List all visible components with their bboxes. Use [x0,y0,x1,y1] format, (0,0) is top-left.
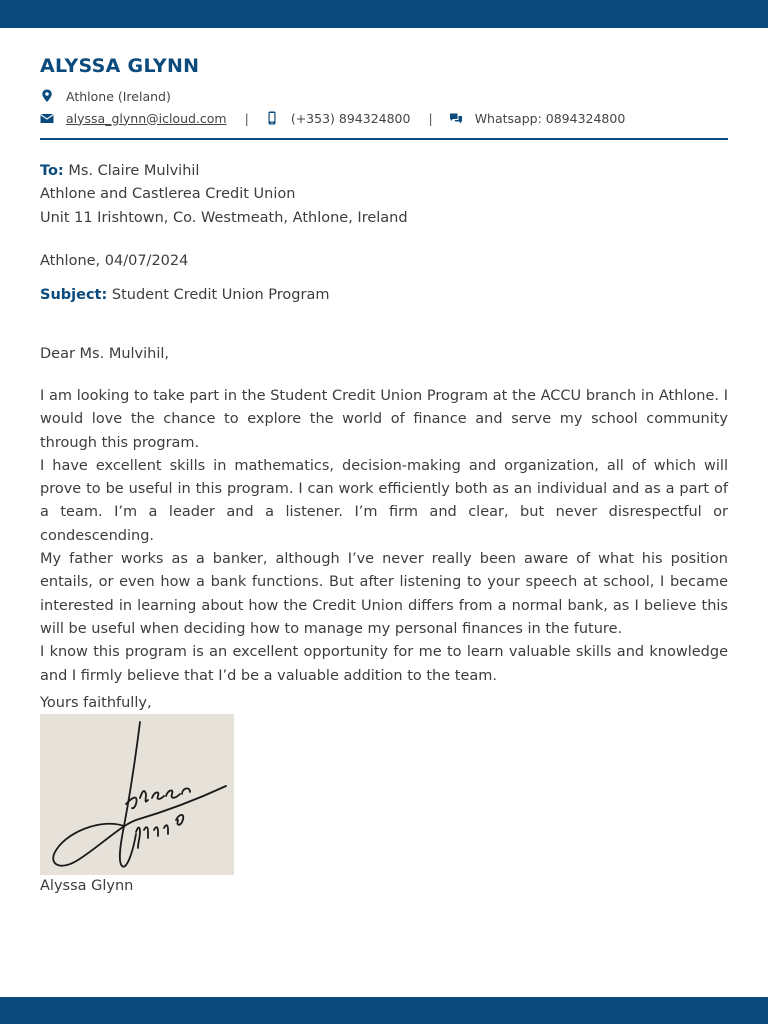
date-line: Athlone, 04/07/2024 [40,253,189,269]
mobile-phone-icon [265,111,279,125]
paragraph: I have excellent skills in mathematics, decision-making and organization, all of which will prove to be useful in this program. I can work efficiently both as an individual and as a part of a team. I’m a leader and a listener. I’m firm and clear, but never disrespectful or condescending. [40,457,728,544]
contact-location-row [40,87,171,105]
signature-image [40,714,234,875]
top-banner [0,0,768,28]
paragraph: I know this program is an excellent opportunity for me to learn valuable skills and knowledge and I firmly believe that I’d be a valuable addition to the team. [40,644,728,684]
phone-text: (+353) 894324800 [290,110,411,126]
location-text: Athlone (Ireland) [66,88,171,104]
closing: Yours faithfully, [40,695,152,711]
letter-body [40,385,728,688]
map-pin-icon [40,89,54,103]
separator: | [244,110,249,126]
recipient-name: Ms. Claire Mulvihil [68,163,200,179]
paragraph: My father works as a banker, although I’ve never really been aware of what his position entails, or even how a bank functions. But after listening to your speech at school, I became interested in learning about how the Credit Union differs from a normal bank, as I believe this will be useful when deciding how to manage my personal finances in the future. [40,551,728,637]
subject-label: Subject: [40,287,108,303]
recipient-organization: Athlone and Castlerea Credit Union [40,186,296,203]
subject-text: Student Credit Union Program [111,287,330,303]
greeting: Dear Ms. Mulvihil, [40,346,170,362]
contact-details-row [40,109,625,127]
chat-bubbles-icon [449,111,463,125]
email-link[interactable]: alyssa_glynn@icloud.com [66,110,227,126]
to-label: To: [40,163,64,179]
envelope-icon [40,111,54,125]
header-divider [40,138,728,140]
recipient-name-line [40,160,728,183]
bottom-banner [0,997,768,1024]
signer-name: Alyssa Glynn [40,878,134,894]
recipient-address: Unit 11 Irishtown, Co. Westmeath, Athlone, Ireland [40,209,408,226]
whatsapp-text: Whatsapp: 0894324800 [474,110,626,126]
recipient-block [40,160,728,230]
separator: | [428,110,433,126]
paragraph: I am looking to take part in the Student Credit Union Program at the ACCU branch in Athlone. I would love the chance to explore the world of finance and serve my school community through this program. [40,388,728,451]
sender-name: ALYSSA GLYNN [40,55,200,77]
subject-line [40,284,329,307]
